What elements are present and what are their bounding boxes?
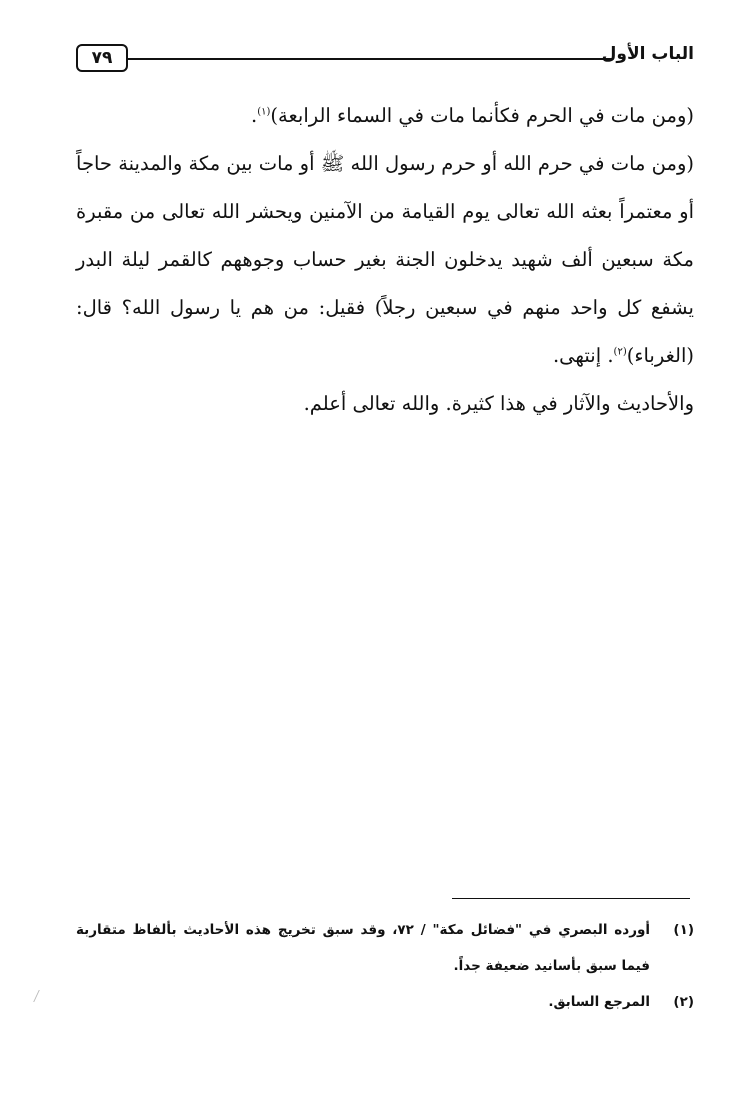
- paragraph-3: [76, 380, 694, 428]
- footnote-2: [76, 984, 694, 1020]
- footnote-separator: [452, 898, 690, 899]
- paragraph-2-tail: . إنتهى.: [552, 344, 614, 367]
- footnote-text: أورده البصري في "فضائل مكة" / ٧٢، وقد سبق تخريج هذه الأحاديث بألفاظ متقاربة فيما سبق بأسانيد ضعيفة جداً.: [76, 922, 650, 974]
- paragraph-1-text: (ومن مات في الحرم فكأنما مات في السماء الرابعة): [270, 104, 694, 127]
- footnote-number: (٢): [673, 994, 694, 1010]
- header-rule: [128, 58, 612, 60]
- footnote-ref-1: (١): [257, 106, 271, 118]
- scan-mark: [33, 990, 50, 1002]
- paragraph-3-text: والأحاديث والآثار في هذا كثيرة. والله تعالى أعلم.: [303, 392, 694, 415]
- paragraph-2: [76, 140, 694, 380]
- footnote-text: المرجع السابق.: [548, 994, 650, 1010]
- paragraph-1-tail: .: [251, 104, 258, 127]
- page-number: ٧٩: [76, 44, 128, 72]
- footnote-ref-2: (٢): [613, 346, 627, 358]
- page-header: [76, 44, 694, 76]
- footnote-1: [76, 912, 694, 984]
- footnote-number: (١): [673, 922, 694, 938]
- chapter-title: الباب الأول: [601, 44, 694, 64]
- footnotes: [76, 912, 694, 1020]
- paragraph-1: [76, 92, 694, 140]
- main-text: [76, 92, 694, 428]
- paragraph-2-text: (ومن مات في حرم الله أو حرم رسول الله ﷺ أو مات بين مكة والمدينة حاجاً أو معتمراً بعثه الله تعالى يوم القيامة من الآمنين ويحشر الله تعالى من مقبرة مكة سبعين ألف شهيد يدخلون الجنة بغير حساب وجوههم كالقمر ليلة البدر يشفع كل واحد منهم في سبعين رجلاً) فقيل: من هم يا رسول الله؟ قال: (الغرباء): [76, 152, 694, 367]
